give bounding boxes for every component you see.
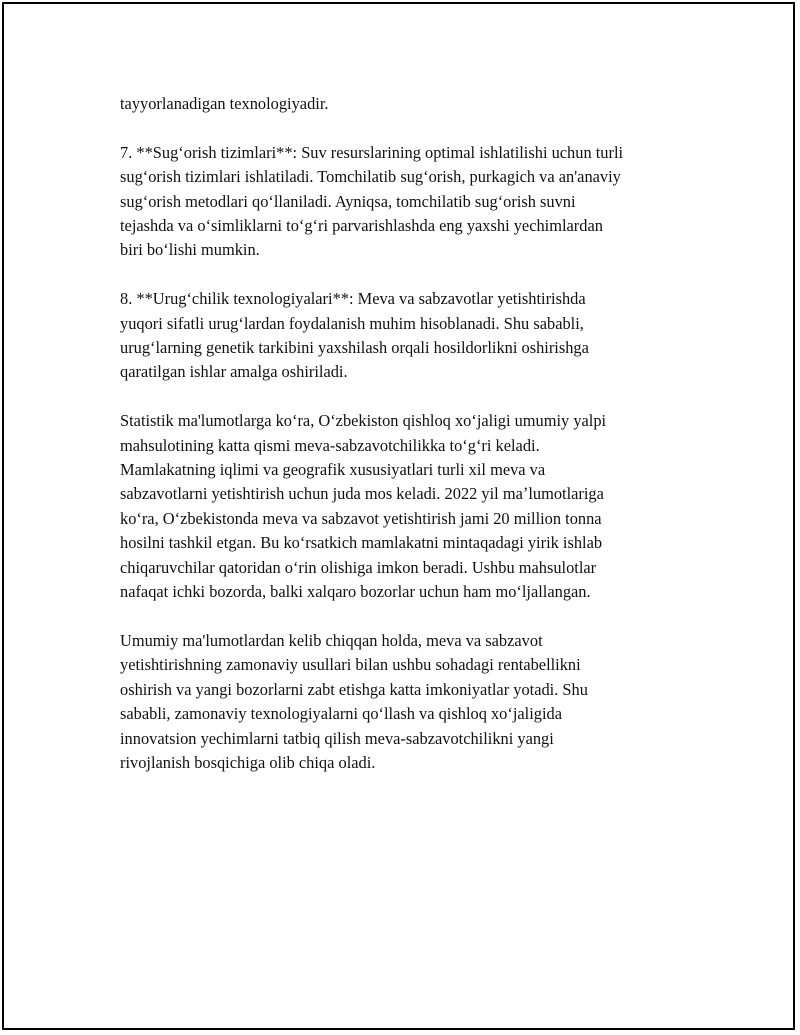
text-line: mahsulotining katta qismi meva-sabzavotchilikka toʻgʻri keladi. bbox=[120, 435, 540, 455]
text-line: koʻra, Oʻzbekistonda meva va sabzavot yetishtirish jami 20 million tonna bbox=[120, 508, 602, 528]
paragraph-conclusion bbox=[120, 629, 700, 775]
text-line: tejashda va oʻsimliklarni toʻgʻri parvarishlashda eng yaxshi yechimlardan bbox=[120, 216, 603, 236]
text-line: Umumiy ma'lumotlardan kelib chiqqan holda, meva va sabzavot bbox=[120, 630, 543, 650]
text-line: qaratilgan ishlar amalga oshiriladi. bbox=[120, 362, 348, 382]
text-line: 7. **Sugʻorish tizimlari**: Suv resurslarining optimal ishlatilishi uchun turli bbox=[120, 142, 624, 162]
text-line: Statistik ma'lumotlarga koʻra, Oʻzbekiston qishloq xoʻjaligi umumiy yalpi bbox=[120, 411, 607, 431]
text-line: Mamlakatning iqlimi va geografik xususiyatlari turli xil meva va bbox=[120, 460, 546, 480]
text-line: 8. **Urugʻchilik texnologiyalari**: Meva va sabzavotlar yetishtirishda bbox=[120, 289, 586, 309]
text-line: chiqaruvchilar qatoridan oʻrin olishiga imkon beradi. Ushbu mahsulotlar bbox=[120, 557, 597, 577]
document-body bbox=[120, 92, 700, 800]
text-line: hosilni tashkil etgan. Bu koʻrsatkich mamlakatni mintaqadagi yirik ishlab bbox=[120, 533, 603, 553]
text-line: biri boʻlishi mumkin. bbox=[120, 240, 260, 260]
text-line: urugʻlarning genetik tarkibini yaxshilash orqali hosildorlikni oshirishga bbox=[120, 338, 589, 358]
paragraph-technology-end bbox=[120, 92, 700, 116]
text-line: rivojlanish bosqichiga olib chiqa oladi. bbox=[120, 752, 376, 772]
paragraph-statistics bbox=[120, 409, 700, 604]
paragraph-irrigation-systems bbox=[120, 141, 700, 263]
text-line: nafaqat ichki bozorda, balki xalqaro bozorlar uchun ham moʻljallangan. bbox=[120, 582, 591, 602]
paragraph-seed-technologies bbox=[120, 287, 700, 385]
text-line: sabzavotlarni yetishtirish uchun juda mos keladi. 2022 yil maʼlumotlariga bbox=[120, 484, 604, 504]
text-line: sugʻorish metodlari qoʻllaniladi. Ayniqsa, tomchilatib sugʻorish suvni bbox=[120, 191, 576, 211]
text-line: sababli, zamonaviy texnologiyalarni qoʻllash va qishloq xoʻjaligida bbox=[120, 704, 562, 724]
text-line: sugʻorish tizimlari ishlatiladi. Tomchilatib sugʻorish, purkagich va an'anaviy bbox=[120, 167, 621, 187]
text-line: tayyorlanadigan texnologiyadir. bbox=[120, 94, 329, 113]
text-line: oshirish va yangi bozorlarni zabt etishga katta imkoniyatlar yotadi. Shu bbox=[120, 679, 588, 699]
text-line: yetishtirishning zamonaviy usullari bilan ushbu sohadagi rentabellikni bbox=[120, 655, 581, 675]
text-line: innovatsion yechimlarni tatbiq qilish meva-sabzavotchilikni yangi bbox=[120, 728, 554, 748]
document-page bbox=[2, 2, 795, 1030]
text-line: yuqori sifatli urugʻlardan foydalanish muhim hisoblanadi. Shu sababli, bbox=[120, 313, 584, 333]
